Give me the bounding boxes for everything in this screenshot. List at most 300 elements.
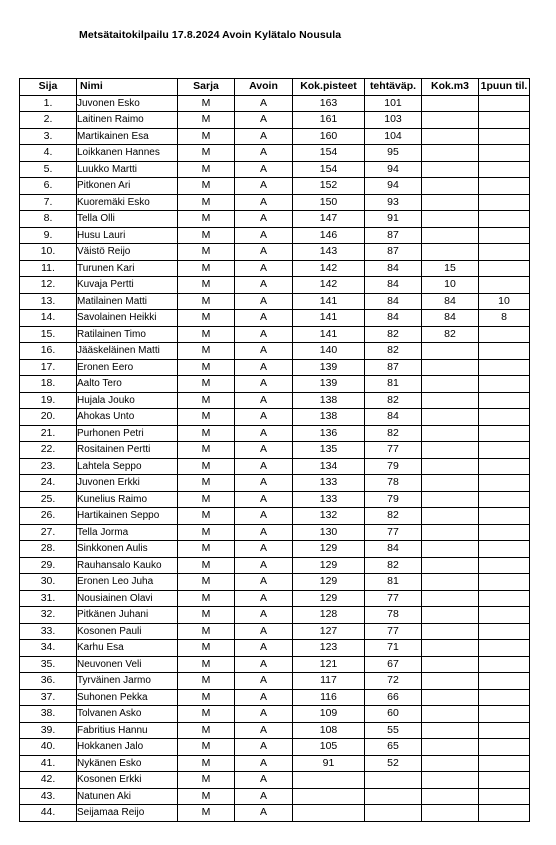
cell-kok-m3 (422, 343, 479, 360)
cell-kok-pisteet: 108 (293, 722, 365, 739)
cell-nimi: Kunelius Raimo (77, 491, 178, 508)
cell-kok-pisteet: 140 (293, 343, 365, 360)
cell-tehtavap: 81 (365, 376, 422, 393)
cell-tehtavap: 94 (365, 161, 422, 178)
cell-tehtavap (365, 788, 422, 805)
cell-avoin: A (235, 491, 293, 508)
cell-avoin: A (235, 161, 293, 178)
cell-avoin: A (235, 326, 293, 343)
cell-tehtavap: 52 (365, 755, 422, 772)
cell-avoin: A (235, 178, 293, 195)
cell-kok-m3 (422, 244, 479, 261)
cell-kok-pisteet: 132 (293, 508, 365, 525)
cell-sarja: M (178, 409, 235, 426)
cell-tehtavap: 103 (365, 112, 422, 129)
cell-1puun-til (479, 557, 530, 574)
cell-sija: 36. (20, 673, 77, 690)
table-row (20, 475, 530, 492)
cell-sarja: M (178, 739, 235, 756)
cell-nimi: Matilainen Matti (77, 293, 178, 310)
cell-1puun-til (479, 458, 530, 475)
table-row (20, 739, 530, 756)
cell-avoin: A (235, 706, 293, 723)
table-row (20, 673, 530, 690)
cell-nimi: Kosonen Pauli (77, 623, 178, 640)
cell-kok-m3 (422, 161, 479, 178)
table-row (20, 656, 530, 673)
cell-sarja: M (178, 95, 235, 112)
table-row (20, 491, 530, 508)
cell-kok-m3: 82 (422, 326, 479, 343)
table-row (20, 425, 530, 442)
cell-nimi: Hartikainen Seppo (77, 508, 178, 525)
cell-kok-pisteet: 128 (293, 607, 365, 624)
cell-sarja: M (178, 425, 235, 442)
cell-sija: 44. (20, 805, 77, 822)
table-row (20, 805, 530, 822)
cell-nimi: Jääskeläinen Matti (77, 343, 178, 360)
cell-1puun-til (479, 376, 530, 393)
cell-sarja: M (178, 343, 235, 360)
cell-nimi: Suhonen Pekka (77, 689, 178, 706)
table-header (20, 79, 530, 96)
table-row (20, 244, 530, 261)
cell-sija: 2. (20, 112, 77, 129)
cell-tehtavap: 81 (365, 574, 422, 591)
cell-nimi: Hujala Jouko (77, 392, 178, 409)
cell-avoin: A (235, 590, 293, 607)
cell-avoin: A (235, 475, 293, 492)
cell-sija: 26. (20, 508, 77, 525)
cell-kok-m3 (422, 359, 479, 376)
results-table (19, 78, 530, 822)
cell-kok-m3 (422, 112, 479, 129)
cell-tehtavap: 77 (365, 524, 422, 541)
cell-nimi: Pitkänen Juhani (77, 607, 178, 624)
cell-tehtavap: 78 (365, 475, 422, 492)
table-row (20, 541, 530, 558)
cell-avoin: A (235, 689, 293, 706)
cell-sija: 39. (20, 722, 77, 739)
cell-avoin: A (235, 442, 293, 459)
cell-avoin: A (235, 145, 293, 162)
cell-kok-pisteet: 138 (293, 392, 365, 409)
cell-1puun-til (479, 590, 530, 607)
cell-kok-m3 (422, 145, 479, 162)
cell-kok-m3 (422, 706, 479, 723)
cell-sarja: M (178, 673, 235, 690)
cell-kok-pisteet: 127 (293, 623, 365, 640)
cell-sarja: M (178, 293, 235, 310)
cell-sarja: M (178, 574, 235, 591)
cell-nimi: Pitkonen Ari (77, 178, 178, 195)
cell-tehtavap: 66 (365, 689, 422, 706)
cell-sarja: M (178, 491, 235, 508)
cell-kok-pisteet: 135 (293, 442, 365, 459)
cell-sarja: M (178, 227, 235, 244)
table-row (20, 112, 530, 129)
cell-avoin: A (235, 194, 293, 211)
cell-1puun-til (479, 95, 530, 112)
cell-tehtavap: 91 (365, 211, 422, 228)
cell-tehtavap: 87 (365, 359, 422, 376)
cell-nimi: Neuvonen Veli (77, 656, 178, 673)
table-row (20, 376, 530, 393)
table-row (20, 343, 530, 360)
cell-kok-pisteet: 163 (293, 95, 365, 112)
table-row (20, 722, 530, 739)
cell-kok-pisteet: 91 (293, 755, 365, 772)
cell-sarja: M (178, 623, 235, 640)
cell-kok-pisteet: 130 (293, 524, 365, 541)
cell-kok-pisteet: 129 (293, 574, 365, 591)
cell-sija: 13. (20, 293, 77, 310)
cell-sarja: M (178, 508, 235, 525)
cell-sarja: M (178, 161, 235, 178)
cell-sija: 24. (20, 475, 77, 492)
cell-kok-m3 (422, 755, 479, 772)
table-row (20, 524, 530, 541)
header-tehtavap: tehtäväp. (365, 79, 422, 96)
cell-kok-m3 (422, 722, 479, 739)
cell-kok-m3 (422, 607, 479, 624)
cell-nimi: Aalto Tero (77, 376, 178, 393)
cell-sarja: M (178, 211, 235, 228)
cell-nimi: Väistö Reijo (77, 244, 178, 261)
cell-kok-m3 (422, 524, 479, 541)
cell-1puun-til (479, 689, 530, 706)
cell-avoin: A (235, 359, 293, 376)
table-row (20, 260, 530, 277)
cell-avoin: A (235, 128, 293, 145)
cell-kok-m3 (422, 128, 479, 145)
cell-1puun-til (479, 722, 530, 739)
cell-sija: 38. (20, 706, 77, 723)
cell-sarja: M (178, 788, 235, 805)
cell-sarja: M (178, 145, 235, 162)
cell-tehtavap: 78 (365, 607, 422, 624)
cell-nimi: Ratilainen Timo (77, 326, 178, 343)
table-row (20, 574, 530, 591)
cell-sija: 22. (20, 442, 77, 459)
cell-nimi: Husu Lauri (77, 227, 178, 244)
cell-kok-m3 (422, 458, 479, 475)
cell-kok-pisteet: 141 (293, 293, 365, 310)
cell-sija: 30. (20, 574, 77, 591)
cell-kok-m3 (422, 640, 479, 657)
cell-kok-pisteet: 141 (293, 310, 365, 327)
cell-1puun-til (479, 343, 530, 360)
cell-nimi: Seijamaa Reijo (77, 805, 178, 822)
header-kok-m3: Kok.m3 (422, 79, 479, 96)
cell-tehtavap: 94 (365, 178, 422, 195)
cell-kok-m3 (422, 673, 479, 690)
cell-sarja: M (178, 805, 235, 822)
cell-tehtavap (365, 772, 422, 789)
cell-tehtavap: 104 (365, 128, 422, 145)
cell-nimi: Turunen Kari (77, 260, 178, 277)
table-row (20, 178, 530, 195)
cell-tehtavap: 82 (365, 326, 422, 343)
cell-nimi: Tella Jorma (77, 524, 178, 541)
cell-1puun-til (479, 739, 530, 756)
cell-nimi: Eronen Leo Juha (77, 574, 178, 591)
cell-sarja: M (178, 128, 235, 145)
table-row (20, 788, 530, 805)
cell-1puun-til (479, 607, 530, 624)
cell-1puun-til (479, 425, 530, 442)
table-row (20, 277, 530, 294)
cell-kok-m3 (422, 376, 479, 393)
table-row (20, 227, 530, 244)
cell-sarja: M (178, 755, 235, 772)
cell-kok-pisteet: 142 (293, 277, 365, 294)
cell-nimi: Rositainen Pertti (77, 442, 178, 459)
table-row (20, 310, 530, 327)
cell-kok-pisteet (293, 788, 365, 805)
cell-kok-pisteet (293, 805, 365, 822)
cell-1puun-til (479, 772, 530, 789)
header-avoin: Avoin (235, 79, 293, 96)
cell-tehtavap: 71 (365, 640, 422, 657)
cell-1puun-til (479, 805, 530, 822)
cell-sarja: M (178, 376, 235, 393)
cell-avoin: A (235, 508, 293, 525)
cell-kok-pisteet: 143 (293, 244, 365, 261)
cell-1puun-til (479, 211, 530, 228)
cell-sarja: M (178, 277, 235, 294)
cell-1puun-til (479, 145, 530, 162)
cell-kok-m3 (422, 788, 479, 805)
cell-nimi: Nousiainen Olavi (77, 590, 178, 607)
cell-kok-m3 (422, 689, 479, 706)
cell-avoin: A (235, 656, 293, 673)
table-row (20, 293, 530, 310)
cell-sarja: M (178, 524, 235, 541)
header-1puun-til: 1puun til. (479, 79, 530, 96)
cell-avoin: A (235, 112, 293, 129)
cell-tehtavap: 84 (365, 293, 422, 310)
cell-tehtavap: 95 (365, 145, 422, 162)
cell-nimi: Fabritius Hannu (77, 722, 178, 739)
cell-nimi: Sinkkonen Aulis (77, 541, 178, 558)
cell-nimi: Loikkanen Hannes (77, 145, 178, 162)
cell-tehtavap: 84 (365, 541, 422, 558)
cell-kok-pisteet: 154 (293, 161, 365, 178)
table-body (20, 95, 530, 821)
cell-kok-pisteet: 129 (293, 590, 365, 607)
cell-1puun-til (479, 161, 530, 178)
cell-sija: 18. (20, 376, 77, 393)
cell-sarja: M (178, 244, 235, 261)
cell-kok-m3: 84 (422, 310, 479, 327)
cell-tehtavap: 77 (365, 590, 422, 607)
cell-kok-m3 (422, 227, 479, 244)
cell-nimi: Juvonen Erkki (77, 475, 178, 492)
cell-sija: 23. (20, 458, 77, 475)
cell-sarja: M (178, 442, 235, 459)
cell-kok-pisteet: 154 (293, 145, 365, 162)
cell-nimi: Juvonen Esko (77, 95, 178, 112)
cell-1puun-til (479, 574, 530, 591)
cell-sija: 10. (20, 244, 77, 261)
cell-avoin: A (235, 541, 293, 558)
cell-sija: 35. (20, 656, 77, 673)
cell-tehtavap: 79 (365, 491, 422, 508)
cell-sarja: M (178, 689, 235, 706)
header-nimi: Nimi (77, 79, 178, 96)
cell-kok-pisteet: 133 (293, 475, 365, 492)
cell-sija: 3. (20, 128, 77, 145)
cell-tehtavap: 87 (365, 244, 422, 261)
cell-kok-m3 (422, 508, 479, 525)
cell-sija: 29. (20, 557, 77, 574)
cell-kok-m3 (422, 541, 479, 558)
cell-kok-pisteet: 136 (293, 425, 365, 442)
cell-kok-m3 (422, 425, 479, 442)
cell-sarja: M (178, 326, 235, 343)
cell-kok-pisteet: 116 (293, 689, 365, 706)
cell-1puun-til (479, 656, 530, 673)
table-row (20, 359, 530, 376)
table-row (20, 194, 530, 211)
cell-sija: 6. (20, 178, 77, 195)
cell-1puun-til (479, 706, 530, 723)
cell-tehtavap: 82 (365, 508, 422, 525)
cell-nimi: Kosonen Erkki (77, 772, 178, 789)
cell-nimi: Karhu Esa (77, 640, 178, 657)
header-sija: Sija (20, 79, 77, 96)
cell-nimi: Savolainen Heikki (77, 310, 178, 327)
cell-sija: 20. (20, 409, 77, 426)
document-title: Metsätaitokilpailu 17.8.2024 Avoin Kylätalo Nousula (79, 29, 342, 41)
table-row (20, 772, 530, 789)
cell-1puun-til (479, 508, 530, 525)
cell-kok-m3: 10 (422, 277, 479, 294)
cell-1puun-til (479, 541, 530, 558)
table-row (20, 623, 530, 640)
cell-1puun-til (479, 442, 530, 459)
cell-kok-pisteet: 138 (293, 409, 365, 426)
cell-tehtavap: 93 (365, 194, 422, 211)
cell-1puun-til (479, 788, 530, 805)
cell-nimi: Tella Olli (77, 211, 178, 228)
cell-sija: 42. (20, 772, 77, 789)
table-row (20, 442, 530, 459)
cell-1puun-til (479, 359, 530, 376)
cell-kok-pisteet: 123 (293, 640, 365, 657)
cell-1puun-til (479, 524, 530, 541)
cell-tehtavap: 82 (365, 343, 422, 360)
table-row (20, 640, 530, 657)
cell-kok-pisteet: 142 (293, 260, 365, 277)
cell-tehtavap: 67 (365, 656, 422, 673)
table-row (20, 706, 530, 723)
cell-kok-pisteet: 146 (293, 227, 365, 244)
cell-nimi: Lahtela Seppo (77, 458, 178, 475)
cell-avoin: A (235, 244, 293, 261)
cell-sarja: M (178, 722, 235, 739)
cell-nimi: Eronen Eero (77, 359, 178, 376)
cell-1puun-til (479, 640, 530, 657)
cell-kok-pisteet: 160 (293, 128, 365, 145)
cell-sija: 5. (20, 161, 77, 178)
cell-avoin: A (235, 425, 293, 442)
cell-tehtavap: 101 (365, 95, 422, 112)
cell-sija: 40. (20, 739, 77, 756)
cell-1puun-til (479, 326, 530, 343)
cell-avoin: A (235, 557, 293, 574)
cell-tehtavap: 84 (365, 277, 422, 294)
cell-sarja: M (178, 590, 235, 607)
cell-sarja: M (178, 178, 235, 195)
cell-kok-pisteet: 121 (293, 656, 365, 673)
cell-nimi: Kuoremäki Esko (77, 194, 178, 211)
cell-nimi: Luukko Martti (77, 161, 178, 178)
table-row (20, 607, 530, 624)
cell-sarja: M (178, 475, 235, 492)
cell-1puun-til (479, 673, 530, 690)
table-row (20, 145, 530, 162)
cell-avoin: A (235, 623, 293, 640)
cell-sija: 11. (20, 260, 77, 277)
cell-sija: 43. (20, 788, 77, 805)
table-row (20, 326, 530, 343)
cell-1puun-til (479, 623, 530, 640)
cell-avoin: A (235, 409, 293, 426)
cell-tehtavap: 72 (365, 673, 422, 690)
cell-nimi: Ahokas Unto (77, 409, 178, 426)
table-row (20, 409, 530, 426)
cell-kok-pisteet: 139 (293, 376, 365, 393)
cell-sarja: M (178, 607, 235, 624)
cell-kok-pisteet: 133 (293, 491, 365, 508)
cell-avoin: A (235, 458, 293, 475)
cell-1puun-til: 10 (479, 293, 530, 310)
cell-sarja: M (178, 557, 235, 574)
cell-kok-m3 (422, 739, 479, 756)
cell-sarja: M (178, 112, 235, 129)
cell-tehtavap: 84 (365, 260, 422, 277)
cell-nimi: Nykänen Esko (77, 755, 178, 772)
cell-kok-m3: 15 (422, 260, 479, 277)
cell-avoin: A (235, 376, 293, 393)
table-row (20, 211, 530, 228)
cell-1puun-til (479, 112, 530, 129)
cell-1puun-til (479, 194, 530, 211)
cell-avoin: A (235, 788, 293, 805)
cell-tehtavap: 84 (365, 310, 422, 327)
cell-kok-pisteet: 147 (293, 211, 365, 228)
cell-tehtavap: 60 (365, 706, 422, 723)
cell-avoin: A (235, 343, 293, 360)
cell-avoin: A (235, 772, 293, 789)
cell-kok-m3 (422, 805, 479, 822)
cell-kok-m3 (422, 656, 479, 673)
cell-sija: 16. (20, 343, 77, 360)
cell-kok-m3: 84 (422, 293, 479, 310)
cell-kok-m3 (422, 194, 479, 211)
cell-sija: 8. (20, 211, 77, 228)
cell-avoin: A (235, 722, 293, 739)
header-kok-pisteet: Kok.pisteet (293, 79, 365, 96)
cell-tehtavap: 84 (365, 409, 422, 426)
header-sarja: Sarja (178, 79, 235, 96)
cell-avoin: A (235, 640, 293, 657)
cell-kok-pisteet: 129 (293, 541, 365, 558)
cell-sarja: M (178, 392, 235, 409)
cell-sija: 27. (20, 524, 77, 541)
